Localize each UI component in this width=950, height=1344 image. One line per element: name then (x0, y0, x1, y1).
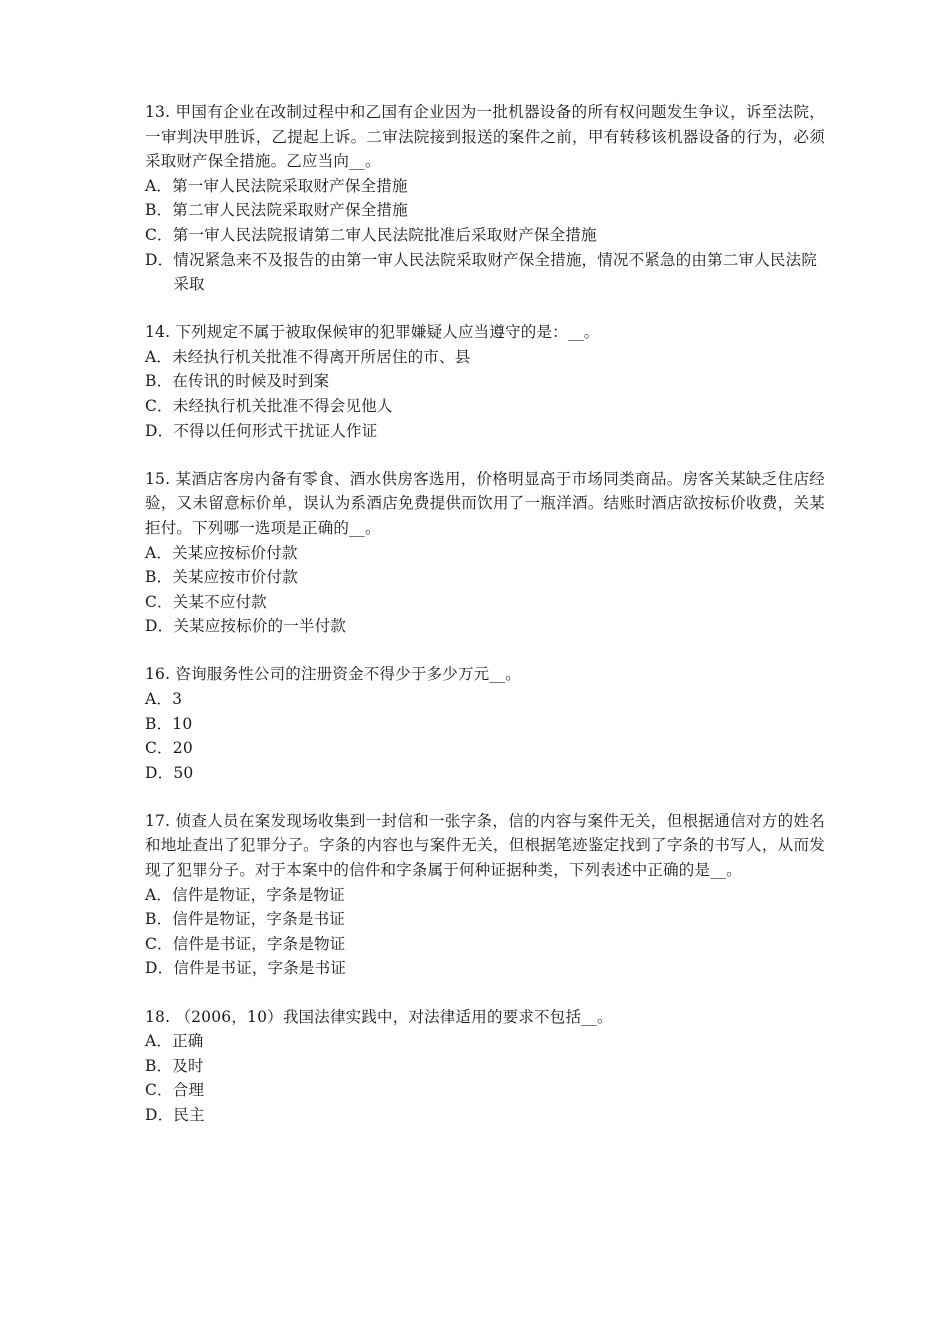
option-letter: D． (145, 959, 174, 978)
option-b (145, 907, 825, 932)
option-text: 信件是物证，字条是物证 (172, 885, 345, 904)
option-letter: D． (145, 421, 174, 440)
option-a (145, 883, 825, 908)
option-letter: C． (145, 1081, 173, 1100)
option-letter: A． (145, 1032, 173, 1051)
question-16 (145, 662, 825, 785)
option-d (145, 419, 825, 444)
question-17 (145, 809, 825, 981)
option-text: 第一审人民法院报请第二审人民法院批准后采取财产保全措施 (172, 225, 597, 244)
option-text: 10 (172, 714, 193, 733)
option-b (145, 712, 825, 737)
option-c (145, 1078, 825, 1103)
option-d (145, 761, 825, 786)
question-18 (145, 1005, 825, 1128)
option-letter: D． (145, 250, 174, 269)
question-stem: 16. 咨询服务性公司的注册资金不得少于多少万元__。 (145, 665, 521, 684)
option-a (145, 345, 825, 370)
question-stem: 15. 某酒店客房内备有零食、酒水供房客选用，价格明显高于市场同类商品。房客关某缺乏住店经验，又未留意标价单，误认为系酒店免费提供而饮用了一瓶洋酒。结账时酒店欲按标价收费，关某拒付。下列哪一选项是正确的__。 (145, 469, 825, 537)
option-letter: C． (145, 934, 173, 953)
option-b (145, 1054, 825, 1079)
option-letter: B． (145, 568, 173, 587)
question-13 (145, 100, 825, 297)
option-text: 未经执行机关批准不得离开所居住的市、县 (172, 347, 471, 366)
option-text: 不得以任何形式干扰证人作证 (173, 421, 378, 440)
option-text: 3 (172, 689, 183, 708)
option-text: 关某应按标价付款 (172, 543, 298, 562)
option-a (145, 541, 825, 566)
option-letter: D． (145, 617, 174, 636)
option-letter: D． (145, 1105, 174, 1124)
option-letter: C． (145, 739, 173, 758)
option-text: 信件是书证，字条是书证 (173, 959, 347, 978)
option-d (145, 614, 825, 639)
option-text: 50 (173, 763, 194, 782)
option-letter: C． (145, 592, 173, 611)
option-c (145, 736, 825, 761)
option-letter: B． (145, 714, 173, 733)
option-text: 关某不应付款 (172, 592, 267, 611)
option-b (145, 369, 825, 394)
option-text: 民主 (173, 1105, 205, 1124)
option-text: 关某应按标价的一半付款 (173, 617, 347, 636)
option-text: 情况紧急来不及报告的由第一审人民法院采取财产保全措施，情况不紧急的由第二审人民法院采取 (173, 250, 818, 294)
option-letter: C． (145, 225, 173, 244)
option-text: 未经执行机关批准不得会见他人 (172, 397, 393, 416)
option-letter: C． (145, 397, 173, 416)
option-text: 第二审人民法院采取财产保全措施 (172, 201, 408, 220)
option-letter: A． (145, 543, 173, 562)
question-stem: 14. 下列规定不属于被取保候审的犯罪嫌疑人应当遵守的是：__。 (145, 323, 600, 342)
option-text: 信件是物证，字条是书证 (172, 910, 345, 929)
question-14 (145, 320, 825, 443)
option-letter: B． (145, 910, 173, 929)
option-text: 正确 (172, 1032, 204, 1051)
option-c (145, 590, 825, 615)
option-text: 及时 (172, 1056, 204, 1075)
option-letter: B． (145, 372, 173, 391)
option-b (145, 198, 825, 223)
option-d (145, 1103, 825, 1128)
option-text: 合理 (172, 1081, 205, 1100)
option-letter: A． (145, 176, 173, 195)
option-text: 关某应按市价付款 (172, 568, 298, 587)
option-a (145, 687, 825, 712)
question-stem: 17. 侦查人员在案发现场收集到一封信和一张字条，信的内容与案件无关，但根据通信对方的姓名和地址查出了犯罪分子。字条的内容也与案件无关，但根据笔迹鉴定找到了字条的书写人，从而发现了犯罪分子。对于本案中的信件和字条属于何种证据种类，下列表述中正确的是__。 (145, 811, 825, 880)
option-letter: A． (145, 347, 173, 366)
option-c (145, 932, 825, 957)
question-stem: 18. （2006，10）我国法律实践中，对法律适用的要求不包括__。 (145, 1007, 613, 1026)
question-stem: 13. 甲国有企业在改制过程中和乙国有企业因为一批机器设备的所有权问题发生争议，诉至法院，一审判决甲胜诉，乙提起上诉。二审法院接到报送的案件之前，甲有转移该机器设备的行为，必须采取财产保全措施。乙应当向__。 (145, 103, 825, 171)
option-letter: D． (145, 763, 174, 782)
option-letter: A． (145, 885, 173, 904)
option-letter: A． (145, 689, 173, 708)
option-a (145, 174, 825, 199)
option-text: 在传讯的时候及时到案 (172, 372, 330, 391)
option-c (145, 394, 825, 419)
option-a (145, 1029, 825, 1054)
option-letter: B． (145, 1056, 173, 1075)
option-b (145, 565, 825, 590)
option-text: 信件是书证，字条是物证 (172, 934, 346, 953)
option-text: 第一审人民法院采取财产保全措施 (172, 176, 408, 195)
option-letter: B． (145, 201, 173, 220)
option-c (145, 223, 825, 248)
document-page (145, 100, 825, 1151)
option-text: 20 (172, 739, 193, 758)
question-15 (145, 467, 825, 639)
option-d (145, 956, 825, 981)
option-d (145, 248, 825, 297)
